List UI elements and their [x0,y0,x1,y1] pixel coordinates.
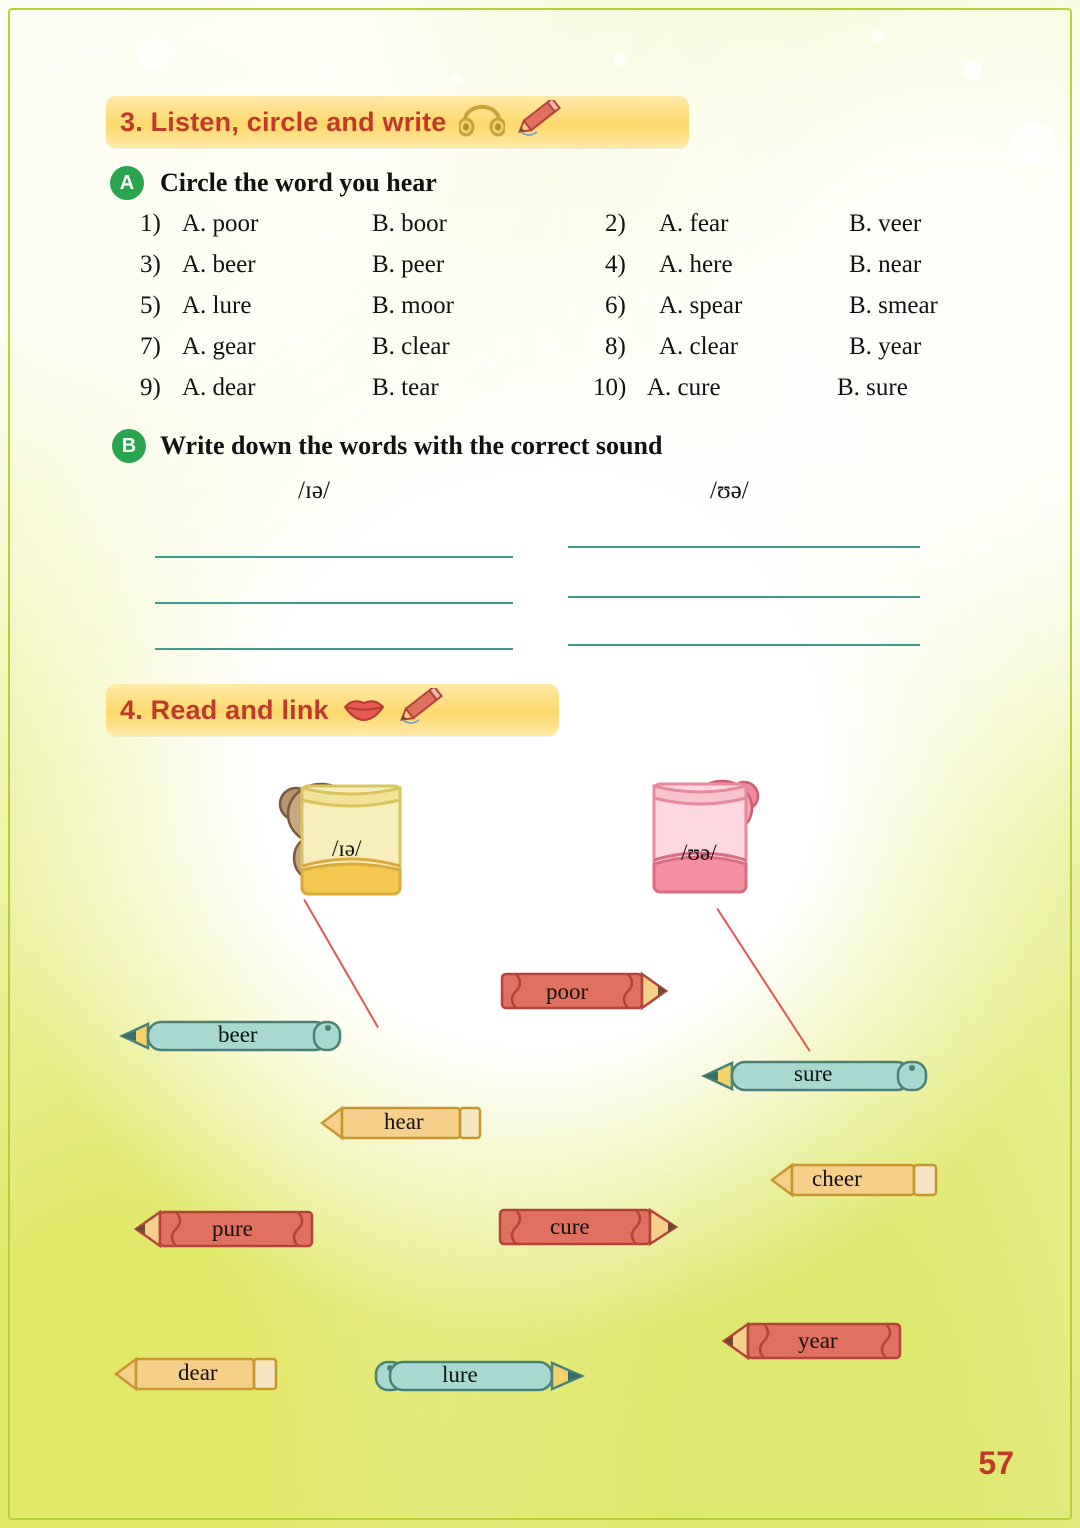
question-option-a[interactable]: A. gear [182,333,256,360]
word-label-dear: dear [178,1360,218,1385]
question-row [140,251,970,292]
word-item-hear[interactable] [318,1096,488,1155]
word-item-lure[interactable] [368,1348,588,1409]
question-row [140,210,970,251]
word-label-lure: lure [442,1362,478,1387]
page-number: 57 [978,1445,1014,1481]
question-option-b[interactable]: B. veer [849,210,922,237]
lips-icon [341,694,387,727]
write-line[interactable] [568,546,920,548]
question-grid [140,210,970,415]
headphones-icon [459,103,505,142]
question-number: 9) [140,374,161,401]
jar-ua [648,760,808,920]
question-option-a[interactable]: A. fear [659,210,729,237]
word-item-sure[interactable] [700,1048,932,1107]
part-a-badge: A [110,166,144,200]
word-item-cheer[interactable] [768,1152,942,1213]
sound-label-ia: /ɪə/ [298,477,330,504]
write-line[interactable] [568,644,920,646]
question-option-a[interactable]: A. here [659,251,733,278]
question-option-b[interactable]: B. smear [849,292,938,319]
question-option-a[interactable]: A. poor [182,210,259,237]
question-option-b[interactable]: B. tear [372,374,439,401]
question-option-b[interactable]: B. boor [372,210,447,237]
section-3-header [106,96,689,148]
write-line[interactable] [155,648,513,650]
question-option-b[interactable]: B. year [849,333,922,360]
question-number: 7) [140,333,161,360]
question-number: 8) [605,333,626,360]
write-line[interactable] [155,556,513,558]
sound-label-ua: /ʊə/ [710,477,749,504]
question-number: 1) [140,210,161,237]
section-3-title: 3. Listen, circle and write [120,106,447,137]
question-row [140,292,970,333]
part-b-badge: B [112,429,146,463]
word-label-year: year [798,1328,838,1353]
word-label-sure: sure [794,1061,833,1086]
question-row [140,374,970,415]
question-number: 5) [140,292,161,319]
part-b-instruction: Write down the words with the correct sound [160,431,663,460]
question-option-b[interactable]: B. moor [372,292,454,319]
question-option-a[interactable]: A. spear [659,292,743,319]
word-item-pure[interactable] [132,1200,324,1263]
word-label-beer: beer [218,1022,258,1047]
section-4-header [106,684,559,736]
link-line-ua-sure [716,908,810,1052]
word-item-year[interactable] [720,1312,916,1375]
write-line[interactable] [155,602,513,604]
word-item-beer[interactable] [118,1010,346,1067]
word-item-poor[interactable] [494,962,674,1025]
question-number: 10) [593,374,627,401]
question-row [140,333,970,374]
question-option-a[interactable]: A. clear [659,333,739,360]
word-label-cure: cure [550,1214,590,1239]
section-4-title: 4. Read and link [120,694,329,725]
link-line-ia-beer [303,899,379,1028]
word-label-pure: pure [212,1216,253,1241]
question-option-a[interactable]: A. cure [647,374,721,401]
question-option-a[interactable]: A. dear [182,374,256,401]
write-line[interactable] [568,596,920,598]
question-option-b[interactable]: B. sure [837,374,908,401]
word-item-dear[interactable] [112,1346,282,1407]
word-label-cheer: cheer [812,1166,862,1191]
pencil-icon [515,100,567,145]
question-number: 2) [605,210,626,237]
pencil-icon [397,688,449,733]
jar-sound-label-ia: /ɪə/ [332,836,362,861]
question-option-a[interactable]: A. lure [182,292,252,319]
word-item-cure[interactable] [492,1198,684,1261]
question-number: 4) [605,251,626,278]
question-option-b[interactable]: B. near [849,251,922,278]
question-option-a[interactable]: A. beer [182,251,256,278]
question-number: 3) [140,251,161,278]
jar-ia [248,762,418,917]
question-option-b[interactable]: B. clear [372,333,450,360]
word-label-poor: poor [546,979,589,1004]
jar-sound-label-ua: /ʊə/ [681,840,717,865]
question-number: 6) [605,292,626,319]
question-option-b[interactable]: B. peer [372,251,445,278]
word-label-hear: hear [384,1109,424,1134]
part-a-instruction: Circle the word you hear [160,168,437,197]
